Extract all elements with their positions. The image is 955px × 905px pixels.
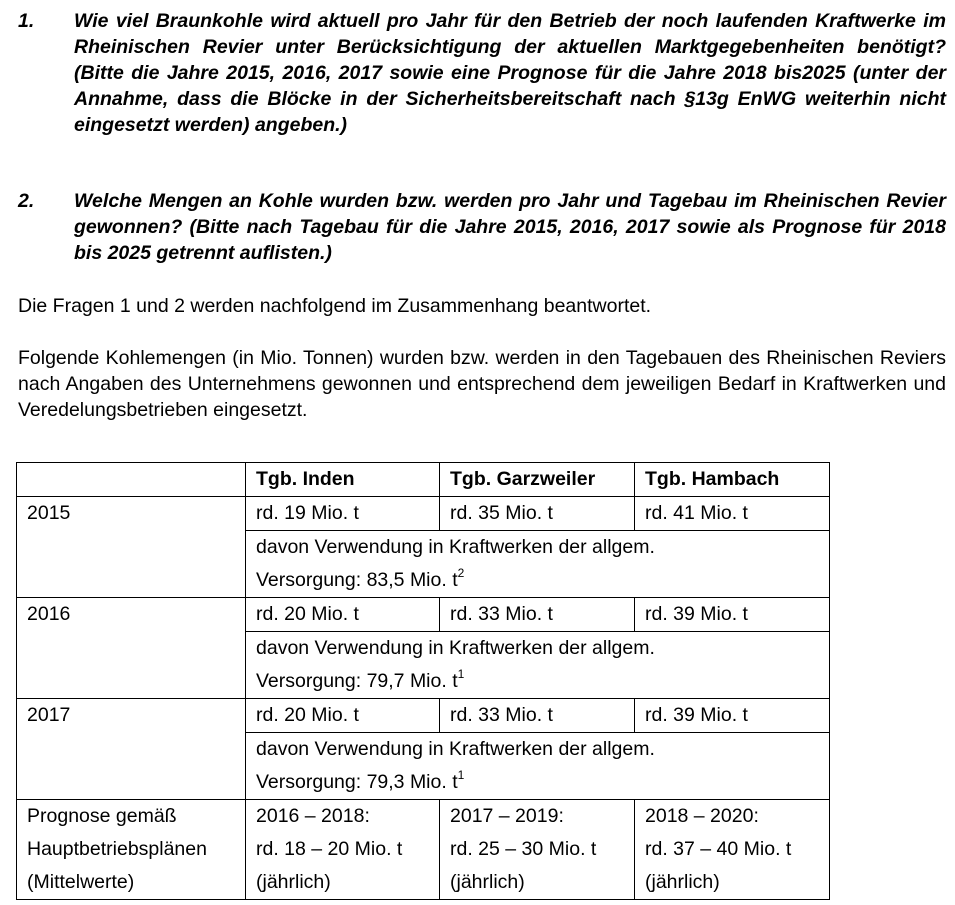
table-header-row [17,463,830,497]
header-garzweiler: Tgb. Garzweiler [440,463,635,497]
table-row-2015 [17,497,830,531]
table-row-2016 [17,598,830,632]
question-1 [18,8,946,138]
value-hambach-2015: rd. 41 Mio. t [635,497,830,531]
forecast-garzweiler-note: (jährlich) [450,871,525,893]
note-line2-2017: Versorgung: 79,3 Mio. t [256,771,458,793]
forecast-hambach-note: (jährlich) [645,871,720,893]
value-inden-2016: rd. 20 Mio. t [246,598,440,632]
footnote-ref-2016: 1 [457,667,465,681]
forecast-inden-value: rd. 18 – 20 Mio. t [256,838,403,860]
value-garzweiler-2015: rd. 35 Mio. t [440,497,635,531]
note-line2-2016: Versorgung: 79,7 Mio. t [256,670,458,692]
value-garzweiler-2016: rd. 33 Mio. t [440,598,635,632]
header-empty [17,463,246,497]
question-2-number: 2. [18,190,35,212]
forecast-hambach-value: rd. 37 – 40 Mio. t [645,838,792,860]
footnote-ref-2017: 1 [457,768,465,782]
forecast-garzweiler-period: 2017 – 2019: [450,805,564,827]
description-paragraph: Folgende Kohlemengen (in Mio. Tonnen) wurden bzw. werden in den Tagebauen des Rheinischen Reviers nach Angaben des Unternehmens gewonnen und entsprechend dem jeweiligen Bedarf in Kraftwerken und Veredelungsbetrieben eingesetzt. [18,347,946,421]
year-cell-2015: 2015 [17,497,246,598]
value-inden-2015: rd. 19 Mio. t [246,497,440,531]
question-1-text: Wie viel Braunkohle wird aktuell pro Jahr für den Betrieb der noch laufenden Kraftwerke im Rheinischen Revier unter Berücksichtigung der aktuellen Marktgegebenheiten benötigt? (Bitte die Jahre 2015, 2016, 2017 sowie eine Prognose für die Jahre 2018 bis2025 (unter der Annahme, dass die Blöcke in der Sicherheitsbereitschaft nach §13g EnWG weiterhin nicht eingesetzt werden) angeben.) [74,10,946,136]
forecast-inden-note: (jährlich) [256,871,331,893]
forecast-inden-cell [246,800,440,900]
value-garzweiler-2017: rd. 33 Mio. t [440,699,635,733]
note-line1-2016: davon Verwendung in Kraftwerken der allgem. [256,637,655,659]
note-line1-2017: davon Verwendung in Kraftwerken der allgem. [256,738,655,760]
question-2 [18,188,946,266]
note-line2-2015: Versorgung: 83,5 Mio. t [256,569,458,591]
forecast-garzweiler-value: rd. 25 – 30 Mio. t [450,838,597,860]
year-cell-2016: 2016 [17,598,246,699]
question-1-number: 1. [18,10,35,32]
value-hambach-2017: rd. 39 Mio. t [635,699,830,733]
header-hambach: Tgb. Hambach [635,463,830,497]
forecast-label-line3: (Mittelwerte) [27,871,135,893]
intro-paragraph: Die Fragen 1 und 2 werden nachfolgend im Zusammenhang beantwortet. [18,295,652,317]
value-hambach-2016: rd. 39 Mio. t [635,598,830,632]
year-cell-2017: 2017 [17,699,246,800]
coal-volume-table [16,462,830,900]
table-row-forecast [17,800,830,900]
footnote-ref-2015: 2 [457,566,465,580]
question-2-text: Welche Mengen an Kohle wurden bzw. werden pro Jahr und Tagebau im Rheinischen Revier gewonnen? (Bitte nach Tagebau für die Jahre 2015, 2016, 2017 sowie als Prognose für 2018 bis 2025 getrennt auflisten.) [74,190,946,264]
note-cell-2015 [246,531,830,598]
forecast-hambach-period: 2018 – 2020: [645,805,759,827]
forecast-label-line2: Hauptbetriebsplänen [27,838,207,860]
note-line1-2015: davon Verwendung in Kraftwerken der allgem. [256,536,655,558]
forecast-label-line1: Prognose gemäß [27,805,177,827]
forecast-label-cell [17,800,246,900]
value-inden-2017: rd. 20 Mio. t [246,699,440,733]
note-cell-2016 [246,632,830,699]
forecast-garzweiler-cell [440,800,635,900]
forecast-inden-period: 2016 – 2018: [256,805,370,827]
header-inden: Tgb. Inden [246,463,440,497]
note-cell-2017 [246,733,830,800]
table-row-2017 [17,699,830,733]
forecast-hambach-cell [635,800,830,900]
